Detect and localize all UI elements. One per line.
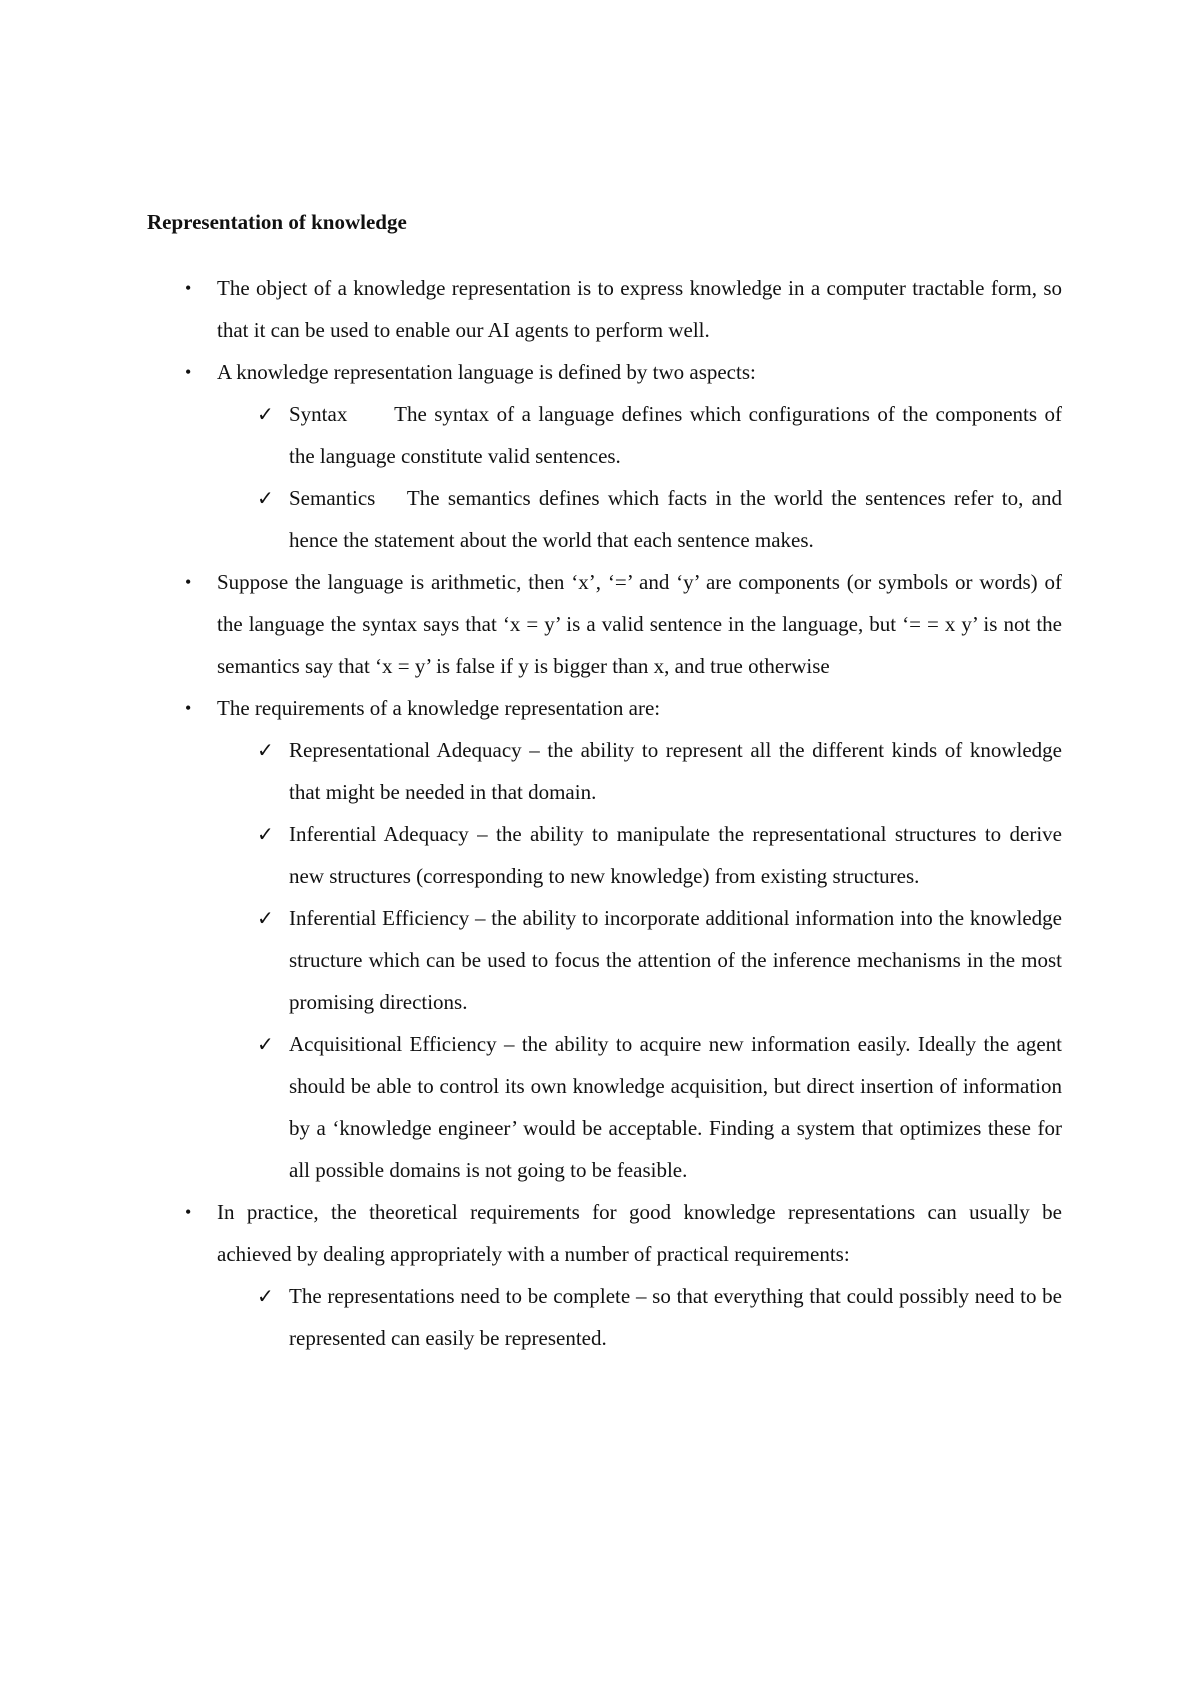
checkmark-icon: ✓ — [257, 1284, 274, 1308]
subitem-text: Acquisitional Efficiency – the ability to acquire new information easily. Ideally the agent should be able to control its own knowledge acquisition, but direct insertion of information by a ‘knowledge engineer’ would be acceptable. Finding a system that optimizes these for all possible domains is not going to be feasible. — [289, 1032, 1062, 1182]
bullet-item-3 — [185, 561, 1062, 687]
bullet-text: In practice, the theoretical requirements for good knowledge representations can usually be achieved by dealing appropriately with a number of practical requirements: — [217, 1200, 1062, 1266]
subitem-syntax — [257, 393, 1062, 477]
subitem-complete-representations — [257, 1275, 1062, 1359]
checkmark-icon: ✓ — [257, 738, 274, 762]
subitem-acquisitional-efficiency — [257, 1023, 1062, 1191]
subitem-inferential-adequacy — [257, 813, 1062, 897]
subitem-text: The representations need to be complete – so that everything that could possibly need to be represented can easily be represented. — [289, 1284, 1062, 1350]
subitem-text: Inferential Efficiency – the ability to incorporate additional information into the knowledge structure which can be used to focus the attention of the inference mechanisms in the most promising directions. — [289, 906, 1062, 1014]
bullet-item-1 — [185, 267, 1062, 351]
subitem-term: Syntax — [289, 402, 348, 426]
subitem-text: The syntax of a language defines which configurations of the components of the language constitute valid sentences. — [289, 402, 1063, 468]
subitem-text: Representational Adequacy – the ability to represent all the different kinds of knowledge that might be needed in that domain. — [289, 738, 1062, 804]
subitem-semantics — [257, 477, 1062, 561]
checkmark-icon: ✓ — [257, 486, 274, 510]
bullet-item-4 — [185, 687, 1062, 729]
bullet-text: The requirements of a knowledge representation are: — [217, 696, 661, 720]
checkmark-icon: ✓ — [257, 402, 274, 426]
bullet-text: Suppose the language is arithmetic, then ‘x’, ‘=’ and ‘y’ are components (or symbols or words) of the language the syntax says that ‘x = y’ is a valid sentence in the language, but ‘= = x y’ is not the semantics say that ‘x = y’ is false if y is bigger than x, and true otherwise — [217, 570, 1062, 678]
bullet-icon: • — [185, 362, 192, 382]
bullet-icon: • — [185, 1202, 192, 1222]
subitem-term: Semantics — [289, 486, 376, 510]
page-title: Representation of knowledge — [147, 210, 407, 234]
subitem-representational-adequacy — [257, 729, 1062, 813]
checkmark-icon: ✓ — [257, 1032, 274, 1056]
subitem-inferential-efficiency — [257, 897, 1062, 1023]
bullet-list — [185, 267, 1062, 1359]
checkmark-icon: ✓ — [257, 822, 274, 846]
bullet-text: A knowledge representation language is defined by two aspects: — [217, 360, 756, 384]
bullet-icon: • — [185, 572, 192, 592]
bullet-icon: • — [185, 278, 192, 298]
bullet-item-5 — [185, 1191, 1062, 1275]
subitem-text: Inferential Adequacy – the ability to manipulate the representational structures to derive new structures (corresponding to new knowledge) from existing structures. — [289, 822, 1062, 888]
bullet-item-2 — [185, 351, 1062, 393]
subitem-text: The semantics defines which facts in the world the sentences refer to, and hence the statement about the world that each sentence makes. — [289, 486, 1062, 552]
bullet-icon: • — [185, 698, 192, 718]
checkmark-icon: ✓ — [257, 906, 274, 930]
bullet-text: The object of a knowledge representation is to express knowledge in a computer tractable form, so that it can be used to enable our AI agents to perform well. — [217, 276, 1062, 342]
